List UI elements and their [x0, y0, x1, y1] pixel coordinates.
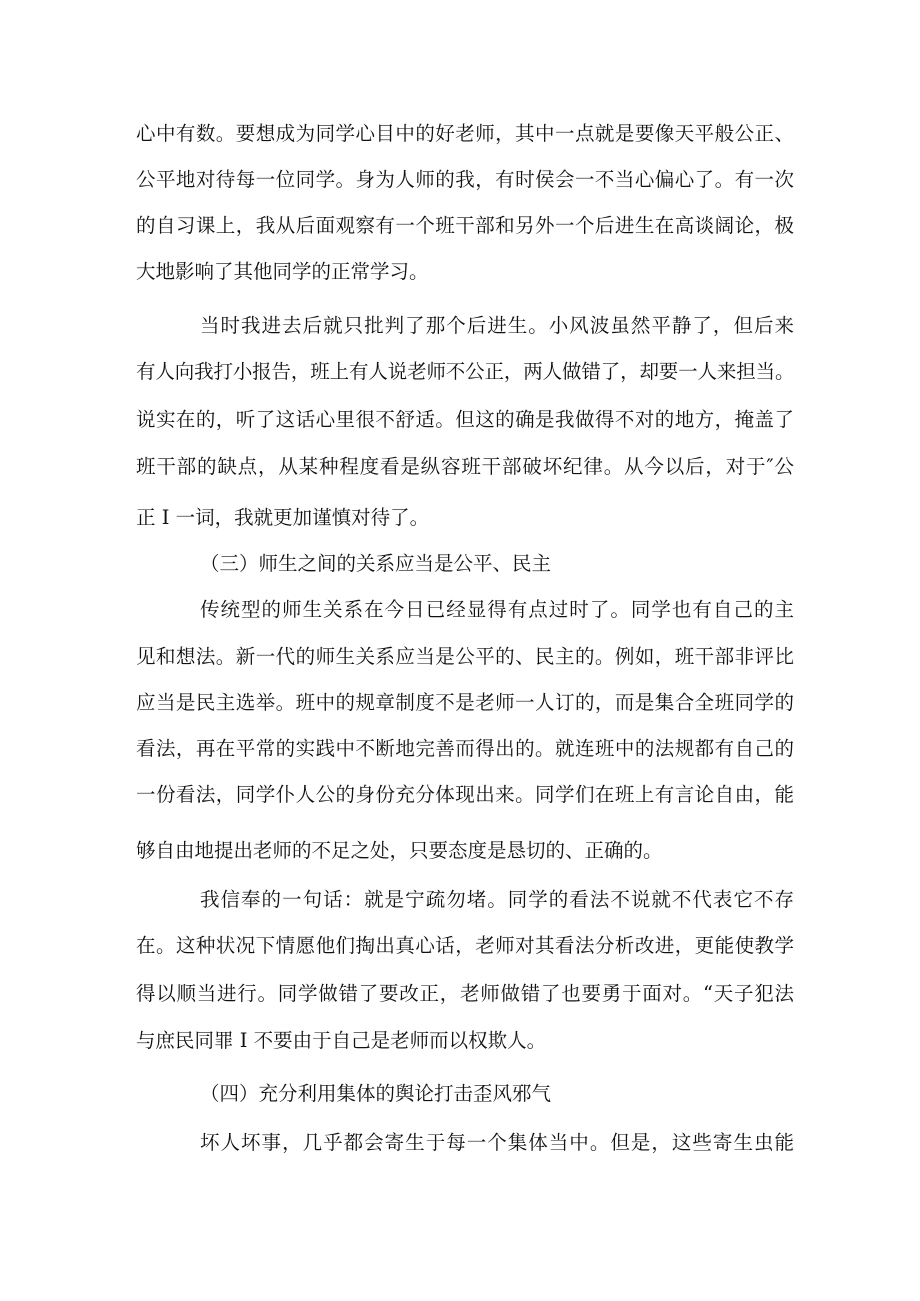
- text-line: 得以顺当进行。同学做错了要改正，老师做错了也要勇于面对。“天子犯法: [136, 982, 794, 1005]
- text-line: 传统型的师生关系在今日已经显得有点过时了。同学也有自己的主: [200, 598, 794, 621]
- text-line: 说实在的，听了这话心里很不舒适。但这的确是我做得不对的地方，掩盖了: [136, 408, 794, 431]
- text-line: 班干部的缺点，从某种程度看是纵容班干部破坏纪律。从今以后，对于″公: [136, 455, 794, 478]
- text-line: 有人向我打小报告，班上有人说老师不公正，两人做错了，却要一人来担当。: [136, 360, 794, 383]
- text-line: 够自由地提出老师的不足之处，只要态度是恳切的、正确的。: [136, 839, 663, 862]
- text-line: 公平地对待每一位同学。身为人师的我，有时侯会一不当心偏心了。有一次: [136, 168, 794, 191]
- section-heading: （四）充分利用集体的舆论打击歪风邪气: [200, 1082, 552, 1105]
- section-heading: （三）师生之间的关系应当是公平、民主: [200, 552, 552, 575]
- text-line: 坏人坏事，几乎都会寄生于每一个集体当中。但是，这些寄生虫能: [200, 1131, 794, 1154]
- text-line: 一份看法，同学仆人公的身份充分体现出来。同学们在班上有言论自由，能: [136, 783, 794, 806]
- text-line: 心中有数。要想成为同学心目中的好老师，其中一点就是要像天平般公正、: [136, 122, 794, 145]
- text-line: 的自习课上，我从后面观察有一个班干部和另外一个后进生在高谈阔论，极: [136, 214, 794, 237]
- text-line: 正 I 一词，我就更加谨慎对待了。: [136, 506, 430, 529]
- text-line: 见和想法。新一代的师生关系应当是公平的、民主的。例如，班干部非评比: [136, 645, 794, 668]
- text-line: 大地影响了其他同学的正常学习。: [136, 260, 429, 283]
- text-line: 与庶民同罪 I 不要由于自己是老师而以权欺人。: [136, 1029, 547, 1052]
- text-line: 看法，再在平常的实践中不断地完善而得出的。就连班中的法规都有自己的: [136, 737, 794, 760]
- text-line: 当时我进去后就只批判了那个后进生。小风波虽然平静了，但后来: [200, 314, 794, 337]
- text-line: 我信奉的一句话：就是宁疏勿堵。同学的看法不说就不代表它不存: [200, 888, 794, 911]
- text-line: 应当是民主选举。班中的规章制度不是老师一人订的，而是集合全班同学的: [136, 691, 794, 714]
- text-line: 在。这种状况下情愿他们掏出真心话，老师对其看法分析改进，更能使教学: [136, 934, 794, 957]
